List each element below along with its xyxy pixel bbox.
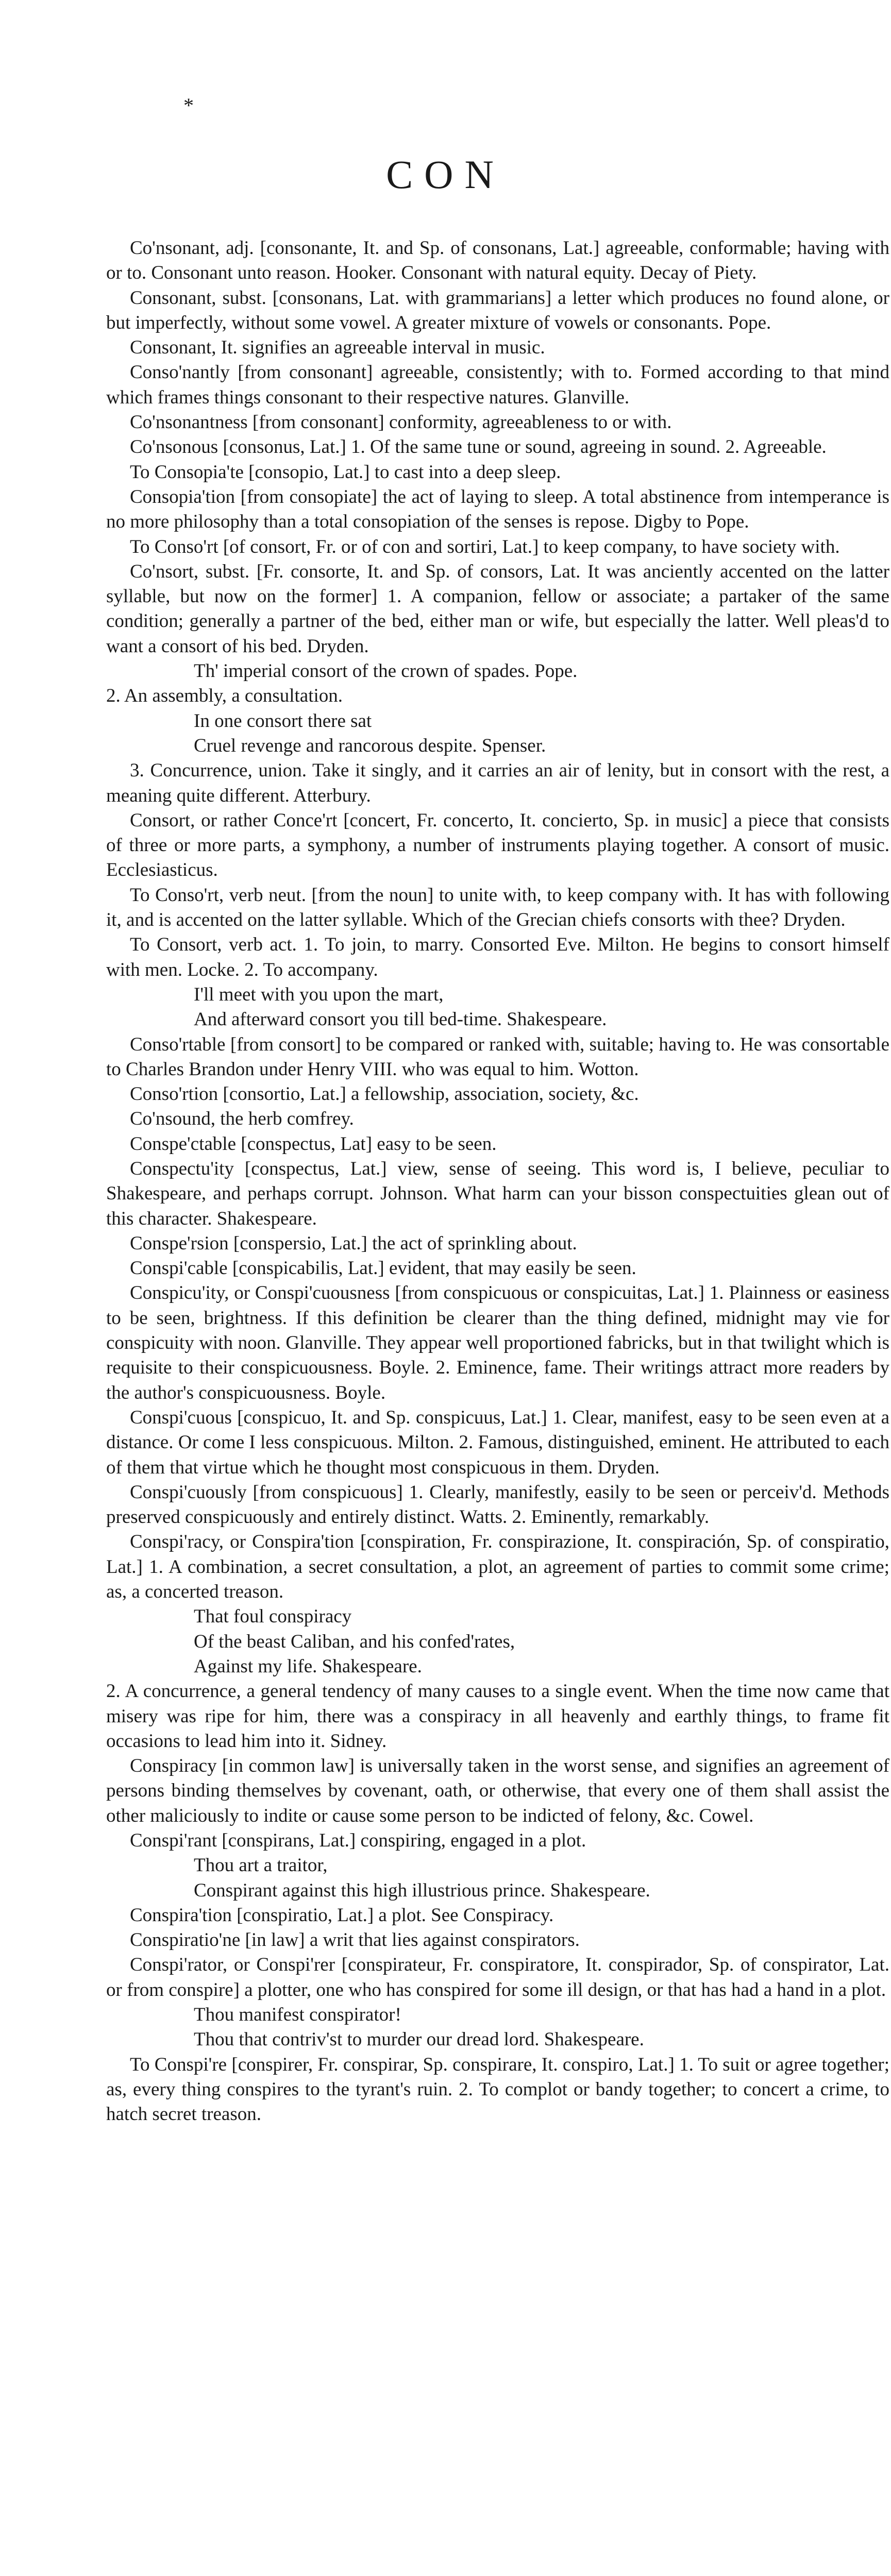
entry-consortion: Conso'rtion [consortio, Lat.] a fellowship, association, society, &c. (130, 1083, 639, 1105)
entry-consort-concurrence: 3. Concurrence, union. Take it singly, and it carries an air of lenity, but in consort with the rest, a meaning quite different. Atterbury. (106, 760, 889, 806)
entry-conspiracy-law: Conspiracy [in common law] is universally taken in the worst sense, and signifies an agreement of persons binding themselves by covenant, oath, or otherwise, that every one of them shall assist the other maliciously to indite or cause some person to be indicted of felony, &c. Cowel. (106, 1755, 889, 1826)
entry-consort-subst: Co'nsort, subst. [Fr. consorte, It. and Sp. of consors, Lat. It was anciently accented on the latter syllable, but now on the former] 1. A companion, fellow or associate; a partaker of the same condition; generally a partner of the bed, either man or wife, but especially the latter. Well pleas'd to want a consort of his bed. Dryden. (106, 561, 889, 657)
quote-traitor-line1: Thou art a traitor, (194, 1855, 328, 1876)
entry-conspectable: Conspe'ctable [conspectus, Lat] easy to be seen. (130, 1133, 497, 1155)
entry-conspiracy: Conspi'racy, or Conspira'tion [conspiration, Fr. conspirazione, It. conspiración, Sp. of conspiratio, Lat.] 1. A combination, a secret consultation, a plot, an agreement of parties to commit some crime; as, a concerted treason. (106, 1531, 889, 1603)
page-mark: * (183, 94, 194, 117)
entry-conspirator: Conspi'rator, or Conspi'rer [conspirateur, Fr. conspiratore, It. conspirador, Sp. of conspirator, Lat. or from conspire] a plotter, one who has conspired for some ill design, or that has had a hand in a plot. (106, 1954, 889, 2001)
quote-pope: Th' imperial consort of the crown of spades. Pope. (194, 660, 578, 682)
entry-conspirant: Conspi'rant [conspirans, Lat.] conspiring, engaged in a plot. (130, 1830, 586, 1851)
quote-shakespeare-mart-line2: And afterward consort you till bed-time. Shakespeare. (194, 1009, 607, 1030)
entry-consonant-it: Consonant, It. signifies an agreeable interval in music. (130, 337, 545, 359)
entry-concert: Consort, or rather Conce'rt [concert, Fr. concerto, It. concierto, Sp. in music] a piece that consists of three or more parts, a symphony, a number of instruments playing together. A consort of music. Ecclesiasticus. (106, 809, 889, 881)
quote-shakespeare-mart-line1: I'll meet with you upon the mart, (194, 984, 444, 1005)
entry-consort-verb-neut: To Conso'rt, verb neut. [from the noun] to unite with, to keep company with. It has with following it, and is accented on the latter syllable. Which of the Grecian chiefs consorts with thee? Dryden. (106, 884, 889, 931)
entry-consonantly: Conso'nantly [from consonant] agreeable, consistently; with to. Formed according to that mind which frames things consonant to their respective natures. Glanville. (106, 362, 889, 408)
entry-consort-assembly: 2. An assembly, a consultation. (106, 685, 343, 707)
entry-conspicable: Conspi'cable [conspicabilis, Lat.] evident, that may easily be seen. (130, 1258, 636, 1279)
dictionary-column (106, 236, 889, 2127)
entry-consonant-adj: Co'nsonant, adj. [consonante, It. and Sp. of consonans, Lat.] agreeable, conformable; having with or to. Consonant unto reason. Hooker. Consonant with natural equity. Decay of Piety. (106, 238, 889, 284)
entry-conspectuity: Conspectu'ity [conspectus, Lat.] view, sense of seeing. This word is, I believe, peculiar to Shakespeare, and perhaps corrupt. Johnson. What harm can your bisson conspectuities glean out of this character. Shakespeare. (106, 1158, 889, 1229)
entry-consort-verb-act: To Consort, verb act. 1. To join, to marry. Consorted Eve. Milton. He begins to consort himself with men. Locke. 2. To accompany. (106, 934, 889, 980)
entry-to-consort: To Conso'rt [of consort, Fr. or of con and sortiri, Lat.] to keep company, to have society with. (130, 536, 840, 557)
quote-spenser-line1: In one consort there sat (194, 710, 372, 732)
entry-conspicuity: Conspicu'ity, or Conspi'cuousness [from conspicuous or conspicuitas, Lat.] 1. Plainness or easiness to be seen, brightness. If this definition be clearer than the thing defined, midnight may vie for conspicuity with noon. Glanville. They appear well proportioned fabricks, but in that twilight which is requisite to their conspicuousness. Boyle. 2. Eminence, fame. Their writings attract more readers by the author's conspicuousness. Boyle. (106, 1282, 889, 1403)
entry-consopiation: Consopia'tion [from consopiate] the act of laying to sleep. A total abstinence from intemperance is no more philosophy than a total consopiation of the senses is repose. Digby to Pope. (106, 486, 889, 533)
entry-consonous: Co'nsonous [consonus, Lat.] 1. Of the same tune or sound, agreeing in sound. 2. Agreeable. (130, 436, 827, 458)
entry-consortable: Conso'rtable [from consort] to be compared or ranked with, suitable; having to. He was consortable to Charles Brandon under Henry VIII. who was equal to him. Wotton. (106, 1033, 889, 1080)
entry-conspiratione: Conspiratio'ne [in law] a writ that lies against conspirators. (130, 1929, 580, 1951)
entry-consound: Co'nsound, the herb comfrey. (130, 1108, 354, 1130)
quote-traitor-line2: Conspirant against this high illustrious prince. Shakespeare. (194, 1879, 650, 1901)
entry-consonantness: Co'nsonantness [from consonant] conformity, agreeableness to or with. (130, 412, 672, 433)
quote-caliban-line2: Of the beast Caliban, and his confed'rates, (194, 1631, 515, 1652)
entry-conspicuously: Conspi'cuously [from conspicuous] 1. Clearly, manifestly, easily to be seen or perceiv'd. Methods preserved conspicuously and entirely distinct. Watts. 2. Eminently, remarkably. (106, 1481, 889, 1528)
quote-conspirator-line1: Thou manifest conspirator! (194, 2004, 401, 2026)
entry-conspiracy-concurrence: 2. A concurrence, a general tendency of many causes to a single event. When the time now came that misery was ripe for him, there was a conspiracy in all heavenly and earthly things, to frame fit occasions to lead him into it. Sidney. (106, 1681, 889, 1752)
quote-spenser-line2: Cruel revenge and rancorous despite. Spenser. (194, 735, 546, 756)
running-head: CON (386, 152, 505, 197)
entry-conspiration: Conspira'tion [conspiratio, Lat.] a plot. See Conspiracy. (130, 1904, 554, 1926)
entry-conspicuous: Conspi'cuous [conspicuo, It. and Sp. conspicuus, Lat.] 1. Clear, manifest, easy to be seen even at a distance. Or come I less conspicuous. Milton. 2. Famous, distinguished, eminent. He attributed to each of them that virtue which he thought most conspicuous in them. Dryden. (106, 1406, 889, 1478)
entry-consonant-subst: Consonant, subst. [consonans, Lat. with grammarians] a letter which produces no found alone, or but imperfectly, without some vowel. A greater mixture of vowels or consonants. Pope. (106, 287, 889, 333)
entry-conspersion: Conspe'rsion [conspersio, Lat.] the act of sprinkling about. (130, 1232, 577, 1254)
quote-conspirator-line2: Thou that contriv'st to murder our dread lord. Shakespeare. (194, 2029, 644, 2050)
entry-conspire: To Conspi're [conspirer, Fr. conspirar, Sp. conspirare, It. conspiro, Lat.] 1. To suit or agree together; as, every thing conspires to the tyrant's ruin. 2. To complot or bandy together; to concert a crime, to hatch secret treason. (106, 2054, 889, 2125)
entry-consopiate: To Consopia'te [consopio, Lat.] to cast into a deep sleep. (130, 461, 561, 483)
quote-caliban-line1: That foul conspiracy (194, 1606, 352, 1628)
quote-caliban-line3: Against my life. Shakespeare. (194, 1655, 422, 1677)
